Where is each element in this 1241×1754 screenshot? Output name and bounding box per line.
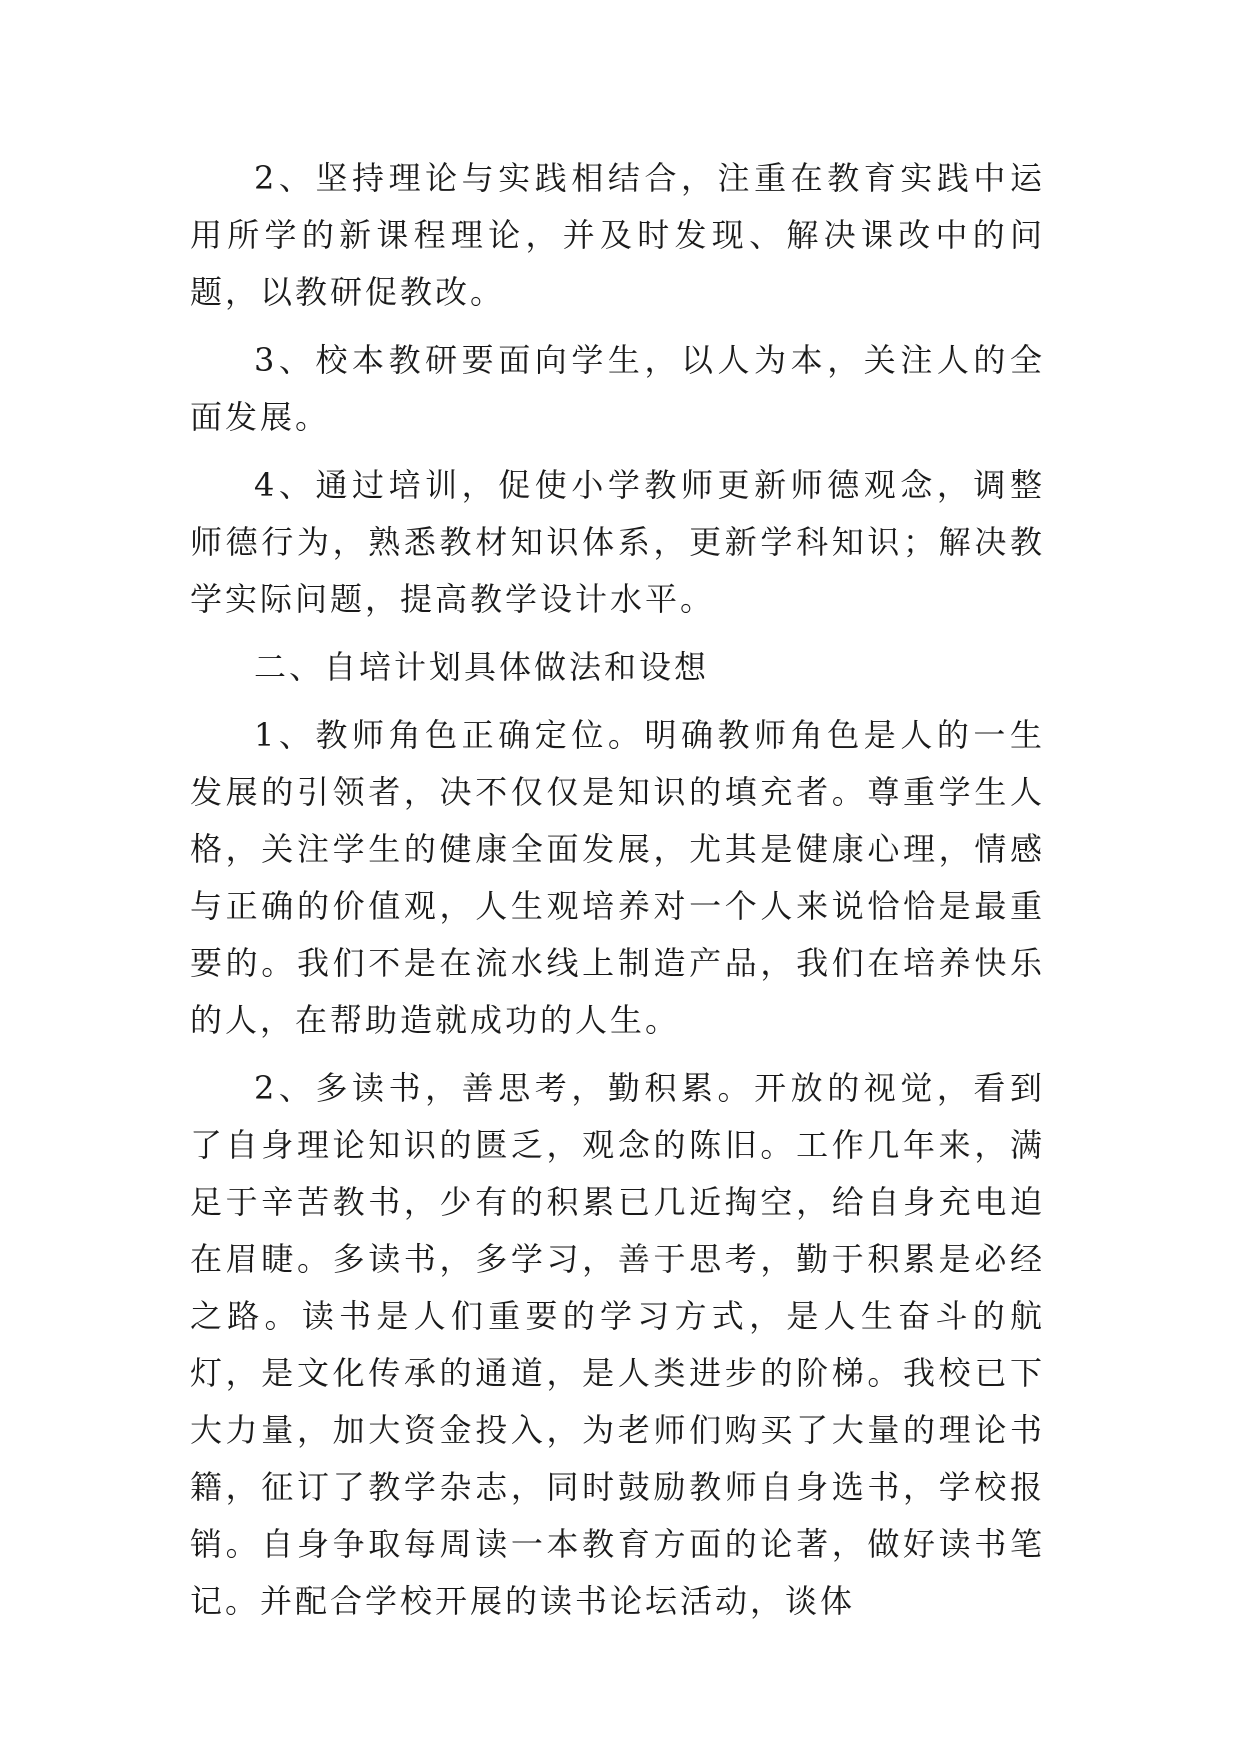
paragraph-item-2: 2、坚持理论与实践相结合，注重在教育实践中运用所学的新课程理论，并及时发现、解决课改中的问题，以教研促教改。: [190, 159, 1045, 311]
paragraph-item-4: 4、通过培训，促使小学教师更新师德观念，调整师德行为，熟悉教材知识体系，更新学科知识；解决教学实际问题，提高教学设计水平。: [190, 466, 1045, 618]
document-body: [190, 150, 1045, 1630]
paragraph-item-3: 3、校本教研要面向学生，以人为本，关注人的全面发展。: [190, 341, 1045, 436]
paragraph-reading-thinking: 2、多读书，善思考，勤积累。开放的视觉，看到了自身理论知识的匮乏，观念的陈旧。工作几年来，满足于辛苦教书，少有的积累已几近掏空，给自身充电迫在眉睫。多读书，多学习，善于思考，勤于积累是必经之路。读书是人们重要的学习方式，是人生奋斗的航灯，是文化传承的通道，是人类进步的阶梯。我校已下大力量，加大资金投入，为老师们购买了大量的理论书籍，征订了教学杂志，同时鼓励教师自身选书，学校报销。自身争取每周读一本教育方面的论著，做好读书笔记。并配合学校开展的读书论坛活动，谈体: [190, 1069, 1045, 1620]
paragraph-role-positioning: 1、教师角色正确定位。明确教师角色是人的一生发展的引领者，决不仅仅是知识的填充者。尊重学生人格，关注学生的健康全面发展，尤其是健康心理，情感与正确的价值观，人生观培养对一个人来说恰恰是最重要的。我们不是在流水线上制造产品，我们在培养快乐的人，在帮助造就成功的人生。: [190, 716, 1045, 1039]
section-heading: 二、自培计划具体做法和设想: [254, 648, 710, 686]
